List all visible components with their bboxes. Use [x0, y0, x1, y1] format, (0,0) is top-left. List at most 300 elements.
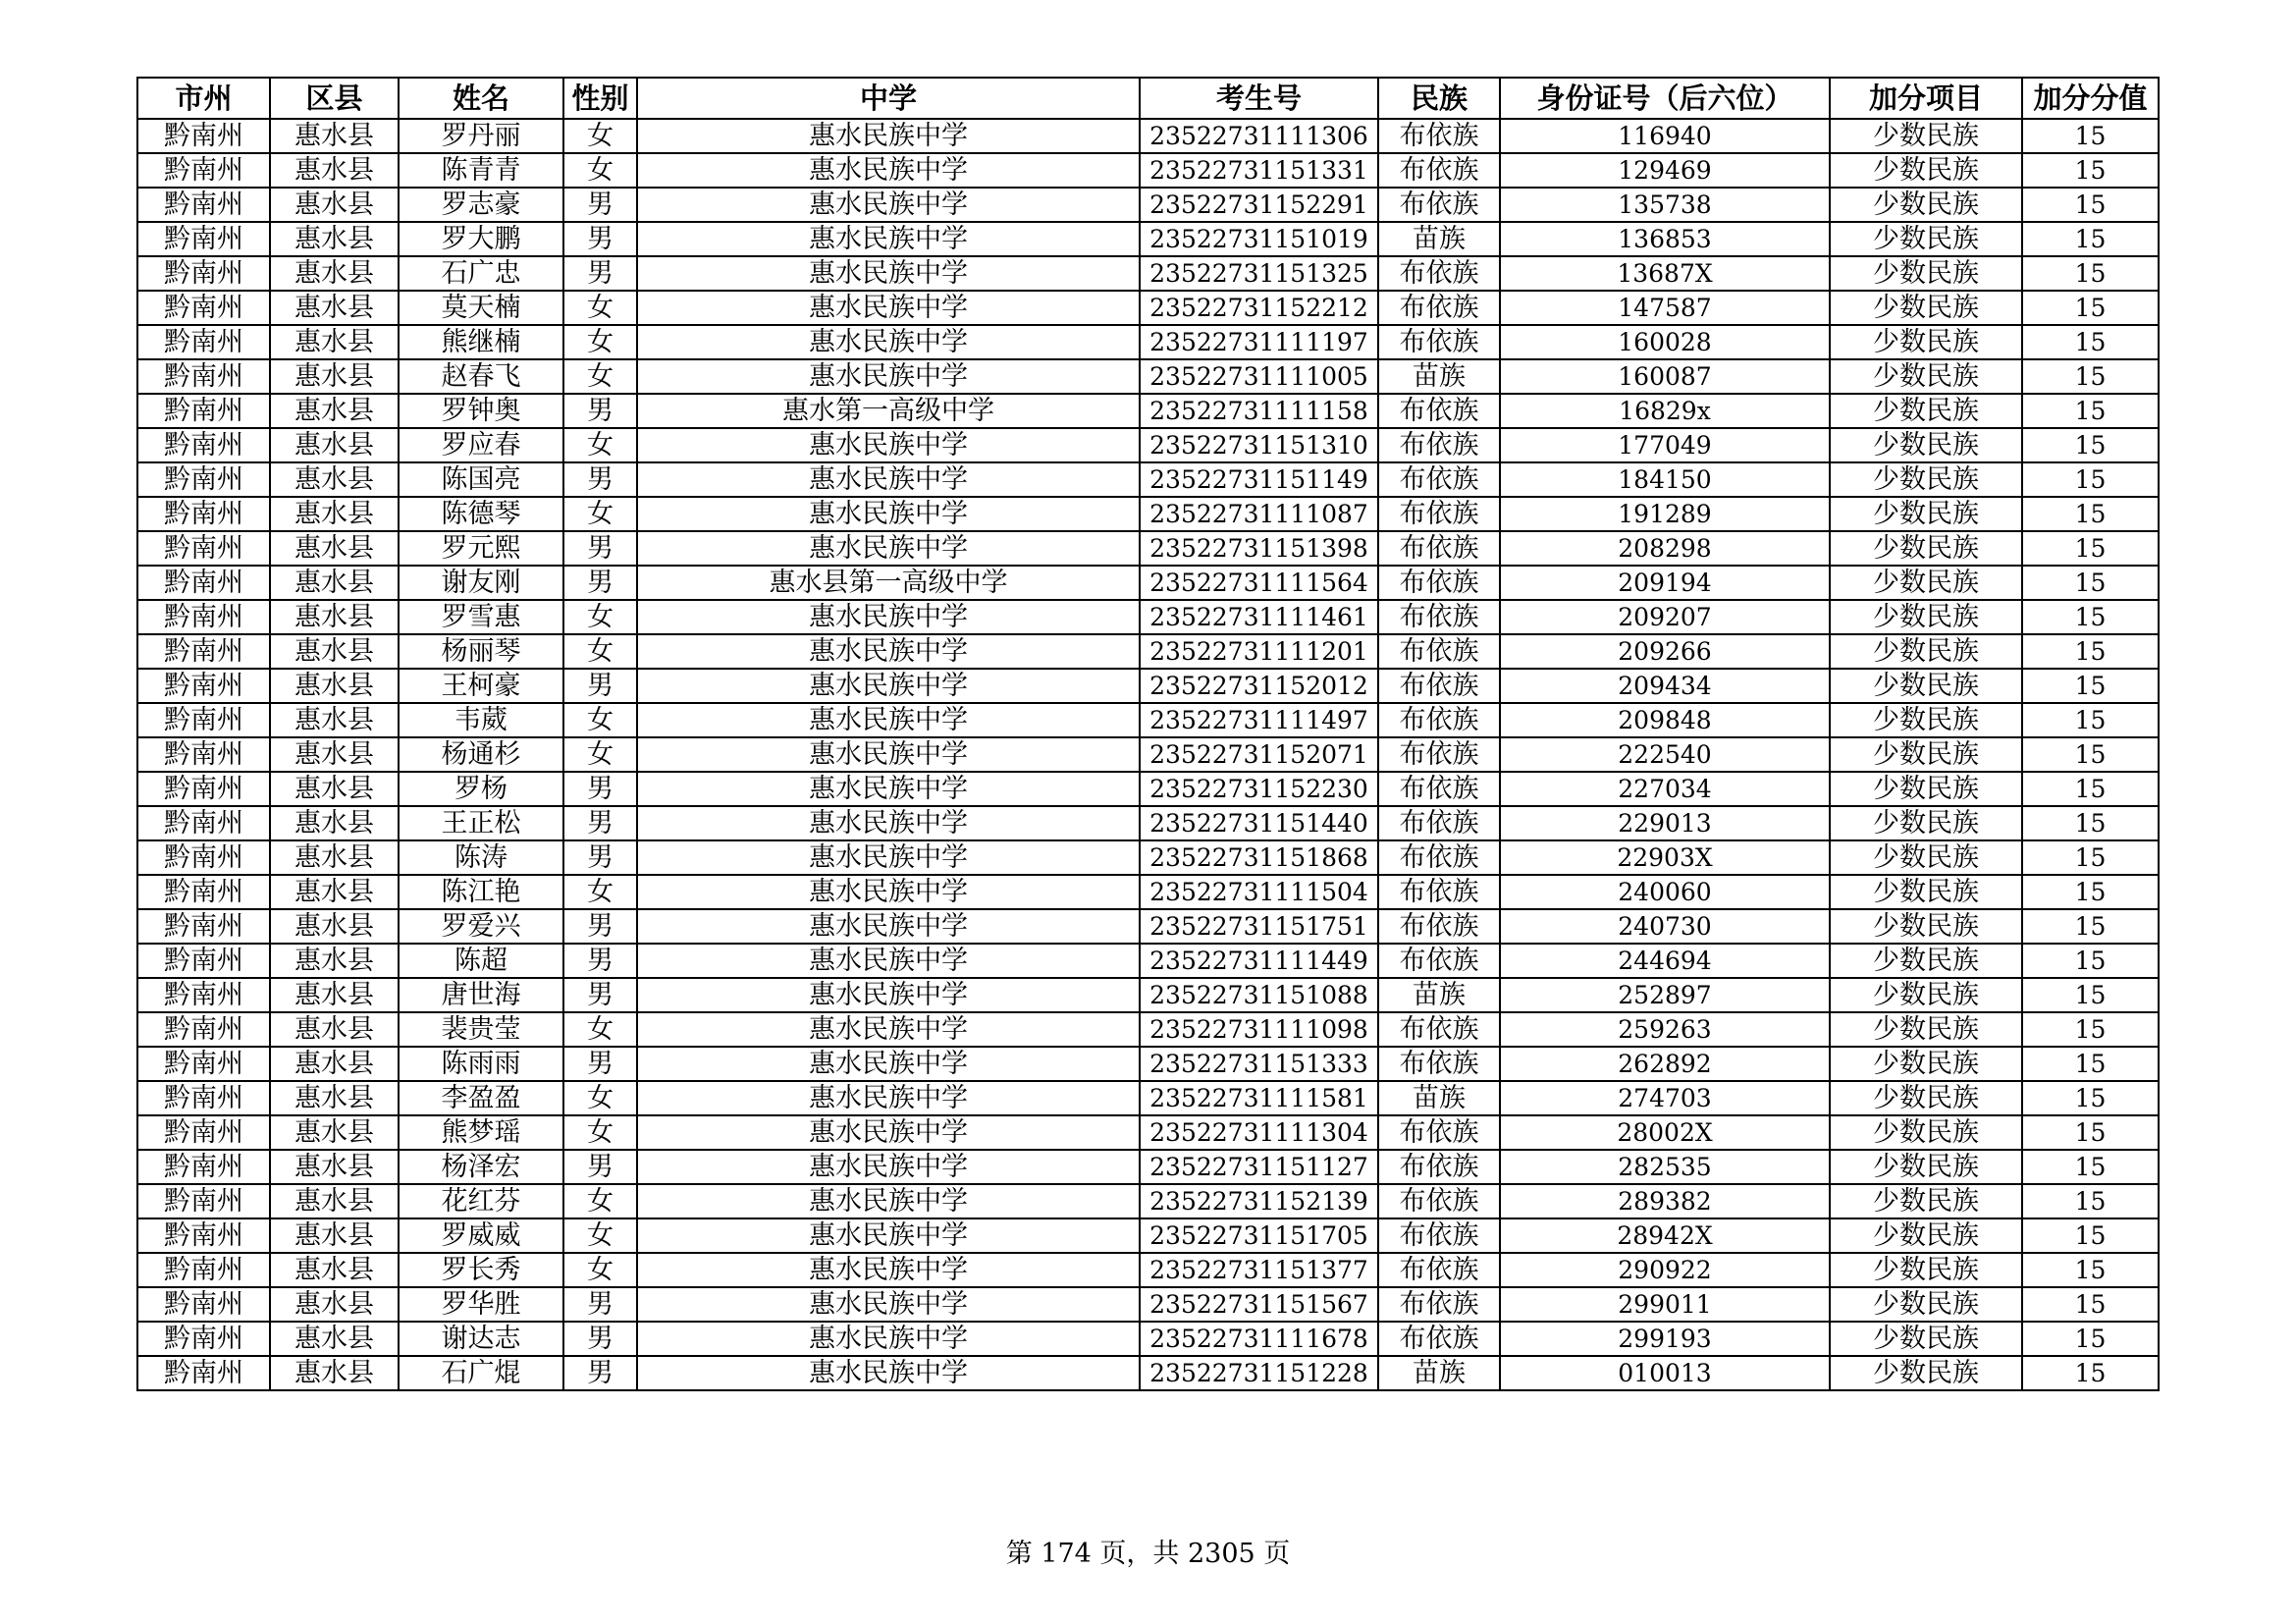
cell-gender: 女	[563, 119, 637, 153]
table-row	[137, 325, 2159, 359]
table-row	[137, 462, 2159, 497]
table-row	[137, 1115, 2159, 1150]
cell-city: 黔南州	[137, 634, 270, 669]
cell-id-last-six: 191289	[1500, 497, 1830, 531]
cell-city: 黔南州	[137, 291, 270, 325]
cell-bonus-item: 少数民族	[1830, 153, 2022, 188]
cell-bonus-item: 少数民族	[1830, 462, 2022, 497]
table-row	[137, 669, 2159, 703]
cell-id-last-six: 299193	[1500, 1322, 1830, 1356]
cell-id-last-six: 129469	[1500, 153, 1830, 188]
cell-exam-number: 23522731151019	[1140, 222, 1378, 256]
header-id-last-six: 身份证号（后六位）	[1500, 78, 1830, 119]
cell-name: 罗元熙	[399, 531, 563, 566]
table-row	[137, 359, 2159, 394]
cell-id-last-six: 184150	[1500, 462, 1830, 497]
table-row	[137, 806, 2159, 840]
table-row	[137, 1012, 2159, 1047]
cell-id-last-six: 290922	[1500, 1253, 1830, 1287]
cell-county: 惠水县	[270, 1115, 399, 1150]
cell-ethnicity: 布依族	[1378, 462, 1500, 497]
cell-id-last-six: 28002X	[1500, 1115, 1830, 1150]
cell-city: 黔南州	[137, 394, 270, 428]
cell-county: 惠水县	[270, 531, 399, 566]
cell-bonus-item: 少数民族	[1830, 978, 2022, 1012]
cell-bonus-item: 少数民族	[1830, 1081, 2022, 1115]
cell-county: 惠水县	[270, 497, 399, 531]
cell-city: 黔南州	[137, 1047, 270, 1081]
cell-name: 熊继楠	[399, 325, 563, 359]
cell-gender: 男	[563, 1287, 637, 1322]
cell-city: 黔南州	[137, 978, 270, 1012]
cell-id-last-six: 289382	[1500, 1184, 1830, 1218]
cell-ethnicity: 布依族	[1378, 944, 1500, 978]
cell-school: 惠水民族中学	[637, 1287, 1140, 1322]
cell-bonus-value: 15	[2022, 909, 2159, 944]
cell-school: 惠水民族中学	[637, 944, 1140, 978]
cell-county: 惠水县	[270, 119, 399, 153]
cell-name: 杨通杉	[399, 737, 563, 772]
cell-bonus-item: 少数民族	[1830, 291, 2022, 325]
cell-id-last-six: 208298	[1500, 531, 1830, 566]
cell-id-last-six: 135738	[1500, 188, 1830, 222]
cell-bonus-value: 15	[2022, 806, 2159, 840]
cell-school: 惠水民族中学	[637, 119, 1140, 153]
cell-name: 谢友刚	[399, 566, 563, 600]
cell-name: 罗威威	[399, 1218, 563, 1253]
page-footer: 第 174 页，共 2305 页	[1005, 1539, 1291, 1569]
cell-city: 黔南州	[137, 325, 270, 359]
table-row	[137, 1287, 2159, 1322]
cell-exam-number: 23522731151440	[1140, 806, 1378, 840]
table-row	[137, 600, 2159, 634]
cell-school: 惠水民族中学	[637, 153, 1140, 188]
cell-school: 惠水民族中学	[637, 669, 1140, 703]
cell-exam-number: 23522731151310	[1140, 428, 1378, 462]
cell-city: 黔南州	[137, 188, 270, 222]
cell-name: 罗雪惠	[399, 600, 563, 634]
cell-exam-number: 23522731152139	[1140, 1184, 1378, 1218]
cell-bonus-value: 15	[2022, 462, 2159, 497]
cell-bonus-value: 15	[2022, 256, 2159, 291]
cell-county: 惠水县	[270, 703, 399, 737]
table-row	[137, 1356, 2159, 1390]
cell-county: 惠水县	[270, 772, 399, 806]
cell-ethnicity: 布依族	[1378, 188, 1500, 222]
cell-ethnicity: 布依族	[1378, 497, 1500, 531]
cell-name: 石广焜	[399, 1356, 563, 1390]
cell-exam-number: 23522731111306	[1140, 119, 1378, 153]
cell-county: 惠水县	[270, 634, 399, 669]
cell-county: 惠水县	[270, 462, 399, 497]
cell-bonus-item: 少数民族	[1830, 119, 2022, 153]
cell-id-last-six: 136853	[1500, 222, 1830, 256]
cell-county: 惠水县	[270, 806, 399, 840]
cell-ethnicity: 布依族	[1378, 291, 1500, 325]
cell-city: 黔南州	[137, 1253, 270, 1287]
cell-bonus-value: 15	[2022, 772, 2159, 806]
table-row	[137, 153, 2159, 188]
cell-ethnicity: 苗族	[1378, 1081, 1500, 1115]
table-row	[137, 737, 2159, 772]
cell-ethnicity: 布依族	[1378, 428, 1500, 462]
cell-gender: 男	[563, 840, 637, 875]
cell-id-last-six: 16829x	[1500, 394, 1830, 428]
cell-city: 黔南州	[137, 462, 270, 497]
cell-name: 熊梦瑶	[399, 1115, 563, 1150]
cell-exam-number: 23522731152012	[1140, 669, 1378, 703]
cell-ethnicity: 布依族	[1378, 806, 1500, 840]
cell-gender: 男	[563, 222, 637, 256]
cell-bonus-item: 少数民族	[1830, 737, 2022, 772]
cell-name: 花红芬	[399, 1184, 563, 1218]
cell-name: 罗丹丽	[399, 119, 563, 153]
cell-school: 惠水民族中学	[637, 1115, 1140, 1150]
header-bonus-value: 加分分值	[2022, 78, 2159, 119]
cell-name: 莫天楠	[399, 291, 563, 325]
table-row	[137, 1253, 2159, 1287]
cell-school: 惠水民族中学	[637, 462, 1140, 497]
cell-county: 惠水县	[270, 978, 399, 1012]
cell-county: 惠水县	[270, 222, 399, 256]
cell-city: 黔南州	[137, 1150, 270, 1184]
cell-ethnicity: 布依族	[1378, 153, 1500, 188]
cell-bonus-value: 15	[2022, 600, 2159, 634]
cell-exam-number: 23522731152212	[1140, 291, 1378, 325]
cell-school: 惠水民族中学	[637, 875, 1140, 909]
cell-bonus-value: 15	[2022, 840, 2159, 875]
cell-bonus-item: 少数民族	[1830, 703, 2022, 737]
table-row	[137, 978, 2159, 1012]
cell-bonus-item: 少数民族	[1830, 1012, 2022, 1047]
cell-id-last-six: 209266	[1500, 634, 1830, 669]
cell-exam-number: 23522731151398	[1140, 531, 1378, 566]
table-row	[137, 1322, 2159, 1356]
cell-county: 惠水县	[270, 153, 399, 188]
cell-city: 黔南州	[137, 119, 270, 153]
cell-bonus-item: 少数民族	[1830, 875, 2022, 909]
cell-school: 惠水民族中学	[637, 1047, 1140, 1081]
cell-exam-number: 23522731111304	[1140, 1115, 1378, 1150]
cell-city: 黔南州	[137, 669, 270, 703]
table-row	[137, 875, 2159, 909]
cell-ethnicity: 布依族	[1378, 1253, 1500, 1287]
cell-bonus-item: 少数民族	[1830, 600, 2022, 634]
cell-school: 惠水民族中学	[637, 909, 1140, 944]
cell-bonus-value: 15	[2022, 1287, 2159, 1322]
cell-ethnicity: 布依族	[1378, 119, 1500, 153]
cell-bonus-item: 少数民族	[1830, 1184, 2022, 1218]
cell-county: 惠水县	[270, 566, 399, 600]
cell-school: 惠水民族中学	[637, 359, 1140, 394]
cell-bonus-item: 少数民族	[1830, 669, 2022, 703]
cell-city: 黔南州	[137, 703, 270, 737]
table-row	[137, 394, 2159, 428]
cell-bonus-value: 15	[2022, 531, 2159, 566]
cell-name: 罗钟奥	[399, 394, 563, 428]
table-row	[137, 944, 2159, 978]
cell-county: 惠水县	[270, 909, 399, 944]
table-row	[137, 497, 2159, 531]
cell-gender: 女	[563, 600, 637, 634]
cell-ethnicity: 布依族	[1378, 1322, 1500, 1356]
cell-exam-number: 23522731151751	[1140, 909, 1378, 944]
cell-city: 黔南州	[137, 806, 270, 840]
table-row	[137, 1150, 2159, 1184]
cell-city: 黔南州	[137, 1322, 270, 1356]
cell-county: 惠水县	[270, 1322, 399, 1356]
cell-exam-number: 23522731111678	[1140, 1322, 1378, 1356]
table-row	[137, 1218, 2159, 1253]
table-row	[137, 1047, 2159, 1081]
cell-school: 惠水民族中学	[637, 840, 1140, 875]
cell-county: 惠水县	[270, 840, 399, 875]
cell-exam-number: 23522731151228	[1140, 1356, 1378, 1390]
cell-gender: 女	[563, 359, 637, 394]
cell-exam-number: 23522731111449	[1140, 944, 1378, 978]
header-county: 区县	[270, 78, 399, 119]
cell-ethnicity: 布依族	[1378, 1150, 1500, 1184]
cell-bonus-item: 少数民族	[1830, 772, 2022, 806]
cell-bonus-value: 15	[2022, 428, 2159, 462]
cell-bonus-value: 15	[2022, 1047, 2159, 1081]
header-exam-number: 考生号	[1140, 78, 1378, 119]
cell-bonus-value: 15	[2022, 222, 2159, 256]
cell-exam-number: 23522731151127	[1140, 1150, 1378, 1184]
cell-gender: 男	[563, 978, 637, 1012]
cell-bonus-item: 少数民族	[1830, 1150, 2022, 1184]
cell-id-last-six: 252897	[1500, 978, 1830, 1012]
cell-ethnicity: 布依族	[1378, 840, 1500, 875]
cell-school: 惠水民族中学	[637, 1218, 1140, 1253]
cell-name: 杨泽宏	[399, 1150, 563, 1184]
cell-bonus-item: 少数民族	[1830, 1356, 2022, 1390]
table-row	[137, 531, 2159, 566]
cell-gender: 女	[563, 634, 637, 669]
cell-bonus-value: 15	[2022, 119, 2159, 153]
table-row	[137, 634, 2159, 669]
cell-exam-number: 23522731152291	[1140, 188, 1378, 222]
cell-name: 罗志豪	[399, 188, 563, 222]
cell-county: 惠水县	[270, 944, 399, 978]
cell-ethnicity: 布依族	[1378, 1218, 1500, 1253]
cell-id-last-six: 240730	[1500, 909, 1830, 944]
cell-county: 惠水县	[270, 737, 399, 772]
cell-id-last-six: 259263	[1500, 1012, 1830, 1047]
cell-county: 惠水县	[270, 325, 399, 359]
cell-school: 惠水民族中学	[637, 256, 1140, 291]
cell-id-last-six: 160028	[1500, 325, 1830, 359]
cell-bonus-item: 少数民族	[1830, 256, 2022, 291]
cell-city: 黔南州	[137, 1218, 270, 1253]
header-bonus-item: 加分项目	[1830, 78, 2022, 119]
cell-county: 惠水县	[270, 428, 399, 462]
cell-bonus-value: 15	[2022, 1253, 2159, 1287]
table-row	[137, 291, 2159, 325]
cell-ethnicity: 布依族	[1378, 394, 1500, 428]
table-row	[137, 909, 2159, 944]
cell-exam-number: 23522731151149	[1140, 462, 1378, 497]
cell-gender: 男	[563, 531, 637, 566]
cell-school: 惠水第一高级中学	[637, 394, 1140, 428]
cell-bonus-item: 少数民族	[1830, 909, 2022, 944]
header-city: 市州	[137, 78, 270, 119]
cell-county: 惠水县	[270, 359, 399, 394]
cell-exam-number: 23522731111581	[1140, 1081, 1378, 1115]
table-row	[137, 256, 2159, 291]
table-row	[137, 119, 2159, 153]
cell-school: 惠水民族中学	[637, 291, 1140, 325]
cell-id-last-six: 010013	[1500, 1356, 1830, 1390]
cell-ethnicity: 布依族	[1378, 1047, 1500, 1081]
cell-city: 黔南州	[137, 566, 270, 600]
cell-name: 裴贵莹	[399, 1012, 563, 1047]
cell-exam-number: 23522731111197	[1140, 325, 1378, 359]
cell-city: 黔南州	[137, 840, 270, 875]
cell-gender: 男	[563, 806, 637, 840]
cell-ethnicity: 布依族	[1378, 1287, 1500, 1322]
cell-city: 黔南州	[137, 875, 270, 909]
cell-county: 惠水县	[270, 1253, 399, 1287]
cell-gender: 女	[563, 1253, 637, 1287]
cell-id-last-six: 209848	[1500, 703, 1830, 737]
cell-id-last-six: 22903X	[1500, 840, 1830, 875]
cell-ethnicity: 布依族	[1378, 669, 1500, 703]
cell-id-last-six: 177049	[1500, 428, 1830, 462]
cell-city: 黔南州	[137, 737, 270, 772]
cell-school: 惠水民族中学	[637, 531, 1140, 566]
cell-county: 惠水县	[270, 1047, 399, 1081]
cell-name: 陈江艳	[399, 875, 563, 909]
cell-exam-number: 23522731151377	[1140, 1253, 1378, 1287]
cell-bonus-value: 15	[2022, 875, 2159, 909]
cell-ethnicity: 苗族	[1378, 978, 1500, 1012]
cell-city: 黔南州	[137, 1287, 270, 1322]
cell-city: 黔南州	[137, 1012, 270, 1047]
cell-bonus-item: 少数民族	[1830, 1322, 2022, 1356]
cell-name: 罗杨	[399, 772, 563, 806]
cell-bonus-value: 15	[2022, 703, 2159, 737]
cell-gender: 女	[563, 737, 637, 772]
cell-bonus-item: 少数民族	[1830, 566, 2022, 600]
table-row	[137, 703, 2159, 737]
cell-id-last-six: 274703	[1500, 1081, 1830, 1115]
cell-exam-number: 23522731111005	[1140, 359, 1378, 394]
table-row	[137, 428, 2159, 462]
cell-ethnicity: 布依族	[1378, 531, 1500, 566]
cell-bonus-item: 少数民族	[1830, 325, 2022, 359]
cell-school: 惠水民族中学	[637, 978, 1140, 1012]
cell-bonus-item: 少数民族	[1830, 188, 2022, 222]
cell-bonus-item: 少数民族	[1830, 394, 2022, 428]
cell-ethnicity: 布依族	[1378, 772, 1500, 806]
cell-name: 罗爱兴	[399, 909, 563, 944]
cell-exam-number: 23522731111087	[1140, 497, 1378, 531]
table-row	[137, 1081, 2159, 1115]
cell-exam-number: 23522731151331	[1140, 153, 1378, 188]
cell-county: 惠水县	[270, 1150, 399, 1184]
cell-name: 唐世海	[399, 978, 563, 1012]
cell-city: 黔南州	[137, 1081, 270, 1115]
cell-gender: 男	[563, 394, 637, 428]
table-row	[137, 840, 2159, 875]
cell-ethnicity: 布依族	[1378, 909, 1500, 944]
cell-gender: 男	[563, 1150, 637, 1184]
cell-name: 李盈盈	[399, 1081, 563, 1115]
cell-bonus-item: 少数民族	[1830, 222, 2022, 256]
cell-gender: 女	[563, 1184, 637, 1218]
cell-city: 黔南州	[137, 909, 270, 944]
cell-id-last-six: 209194	[1500, 566, 1830, 600]
cell-bonus-item: 少数民族	[1830, 359, 2022, 394]
table-body	[137, 119, 2159, 1390]
cell-school: 惠水民族中学	[637, 222, 1140, 256]
cell-exam-number: 23522731152071	[1140, 737, 1378, 772]
cell-id-last-six: 13687X	[1500, 256, 1830, 291]
cell-id-last-six: 209434	[1500, 669, 1830, 703]
cell-id-last-six: 147587	[1500, 291, 1830, 325]
cell-bonus-value: 15	[2022, 1356, 2159, 1390]
cell-county: 惠水县	[270, 1356, 399, 1390]
cell-county: 惠水县	[270, 1287, 399, 1322]
cell-ethnicity: 布依族	[1378, 600, 1500, 634]
cell-bonus-value: 15	[2022, 188, 2159, 222]
cell-city: 黔南州	[137, 1184, 270, 1218]
cell-name: 韦葳	[399, 703, 563, 737]
cell-bonus-value: 15	[2022, 1150, 2159, 1184]
cell-bonus-value: 15	[2022, 291, 2159, 325]
cell-bonus-value: 15	[2022, 1012, 2159, 1047]
table-row	[137, 772, 2159, 806]
cell-gender: 男	[563, 1322, 637, 1356]
cell-exam-number: 23522731111158	[1140, 394, 1378, 428]
cell-city: 黔南州	[137, 222, 270, 256]
cell-bonus-value: 15	[2022, 1322, 2159, 1356]
bonus-points-table	[136, 77, 2160, 1391]
cell-id-last-six: 222540	[1500, 737, 1830, 772]
cell-name: 陈涛	[399, 840, 563, 875]
cell-bonus-item: 少数民族	[1830, 634, 2022, 669]
cell-school: 惠水民族中学	[637, 806, 1140, 840]
header-school: 中学	[637, 78, 1140, 119]
cell-exam-number: 23522731111098	[1140, 1012, 1378, 1047]
cell-bonus-item: 少数民族	[1830, 840, 2022, 875]
cell-school: 惠水民族中学	[637, 188, 1140, 222]
cell-city: 黔南州	[137, 256, 270, 291]
cell-id-last-six: 160087	[1500, 359, 1830, 394]
cell-name: 赵春飞	[399, 359, 563, 394]
cell-gender: 女	[563, 1218, 637, 1253]
cell-gender: 女	[563, 153, 637, 188]
cell-ethnicity: 布依族	[1378, 566, 1500, 600]
cell-exam-number: 23522731152230	[1140, 772, 1378, 806]
cell-city: 黔南州	[137, 497, 270, 531]
cell-bonus-item: 少数民族	[1830, 1115, 2022, 1150]
cell-name: 王柯豪	[399, 669, 563, 703]
cell-bonus-item: 少数民族	[1830, 428, 2022, 462]
cell-gender: 女	[563, 1115, 637, 1150]
cell-bonus-value: 15	[2022, 359, 2159, 394]
table-row	[137, 222, 2159, 256]
cell-ethnicity: 布依族	[1378, 325, 1500, 359]
cell-school: 惠水民族中学	[637, 1081, 1140, 1115]
cell-exam-number: 23522731151333	[1140, 1047, 1378, 1081]
cell-id-last-six: 209207	[1500, 600, 1830, 634]
cell-bonus-item: 少数民族	[1830, 1253, 2022, 1287]
cell-county: 惠水县	[270, 669, 399, 703]
cell-gender: 男	[563, 566, 637, 600]
cell-school: 惠水民族中学	[637, 1322, 1140, 1356]
